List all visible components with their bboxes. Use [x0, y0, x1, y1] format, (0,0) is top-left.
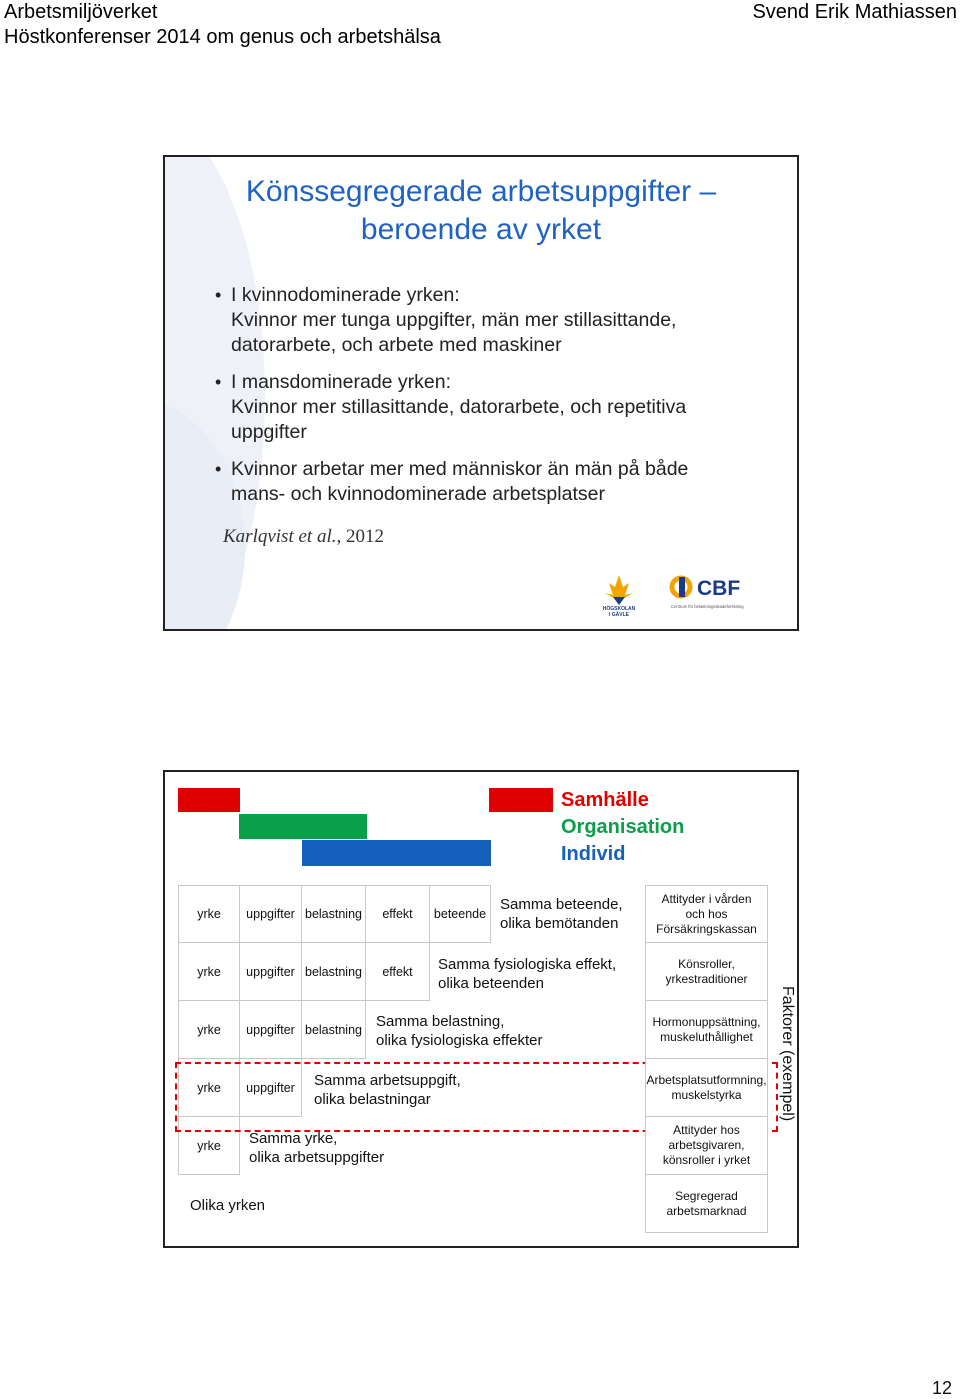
red-bar: [489, 788, 553, 812]
statement-line: Samma yrke,: [249, 1130, 338, 1147]
legend-samhalle: Samhälle: [561, 789, 649, 811]
bullet-line: Kvinnor mer tunga uppgifter, män mer stillasittande,: [231, 309, 677, 331]
bullet-line: • I kvinnodominerade yrken:: [231, 284, 460, 306]
header-conference: Höstkonferenser 2014 om genus och arbetshälsa: [4, 26, 441, 48]
cell-uppgifter: uppgifter: [239, 1000, 302, 1059]
cell-yrke: yrke: [178, 885, 240, 943]
statement: [314, 1071, 461, 1109]
slide-title: [165, 173, 797, 249]
factor-line: Försäkringskassan: [656, 921, 757, 936]
factor-line: Attityder i vården: [661, 891, 752, 906]
title-line: Könssegregerade arbetsuppgifter –: [245, 175, 717, 208]
cell-belastning: belastning: [301, 885, 366, 943]
cell-belastning: belastning: [301, 1000, 366, 1059]
statement: [249, 1129, 384, 1167]
factor-line: könsroller i yrket: [662, 1153, 751, 1167]
bullet-line: datorarbete, och arbete med maskiner: [231, 334, 562, 356]
header-author: Svend Erik Mathiassen: [752, 1, 957, 23]
factor-line: Hormonuppsättning,: [652, 1014, 761, 1029]
statement: [190, 1196, 265, 1215]
statement-line: olika arbetsuppgifter: [249, 1149, 385, 1166]
legend-individ: Individ: [561, 843, 626, 865]
bullet-line: mans- och kvinnodominerade arbetsplatser: [231, 483, 605, 505]
bullet-line: uppgifter: [231, 421, 307, 443]
factor-line: Segregerad: [675, 1188, 738, 1203]
logo-text: CBF: [697, 577, 741, 600]
citation: [223, 526, 384, 548]
cell-effekt: effekt: [365, 942, 430, 1001]
factors-label-text: Faktorer (exempel): [779, 986, 796, 1122]
statement: [376, 1012, 542, 1050]
factor-line: arbetsmarknad: [666, 1203, 747, 1218]
factor-line: muskeluthållighet: [660, 1029, 753, 1044]
logo-text: I GÄVLE: [608, 612, 630, 617]
factor-box: [645, 1000, 768, 1059]
header-org: Arbetsmiljöverket: [4, 1, 158, 23]
logo-subtext: Centrum för belastningsskadeforskning: [671, 604, 744, 609]
factor-box: [645, 1174, 768, 1233]
statement: [438, 955, 616, 993]
cell-yrke: yrke: [178, 1000, 240, 1059]
statement: [500, 895, 623, 933]
cell-yrke: yrke: [178, 942, 240, 1001]
factor-line: och hos: [685, 906, 728, 921]
bullet-line: • I mansdominerade yrken:: [231, 371, 452, 393]
cell-yrke: yrke: [178, 1058, 240, 1117]
cell-yrke: yrke: [178, 1116, 240, 1175]
red-bar: [178, 788, 240, 812]
factor-box: [645, 1058, 768, 1117]
factors-vertical-label: [776, 986, 796, 1136]
page-number: 12: [931, 1378, 952, 1398]
factor-box: [645, 1116, 768, 1175]
cell-beteende: beteende: [429, 885, 491, 943]
hogskolan-gavle-logo: [595, 573, 643, 617]
factor-box: [645, 885, 768, 943]
title-line: beroende av yrket: [360, 213, 602, 246]
green-bar: [239, 814, 367, 839]
cell-uppgifter: uppgifter: [239, 942, 302, 1001]
factor-line: Attityder hos: [673, 1123, 740, 1137]
factor-line: muskelstyrka: [671, 1087, 742, 1102]
citation-year: , 2012: [336, 526, 384, 547]
statement-line: olika bemötanden: [500, 915, 619, 932]
statement-line: Samma belastning,: [376, 1013, 505, 1030]
bullet-line: Kvinnor mer stillasittande, datorarbete, och repetitiva: [231, 396, 687, 418]
statement-line: Samma fysiologiska effekt,: [438, 956, 617, 973]
statement-line: Olika yrken: [190, 1197, 266, 1214]
cell-uppgifter: uppgifter: [239, 1058, 302, 1117]
slide-2: [163, 770, 799, 1248]
slide-1: [163, 155, 799, 631]
bullet-line: • Kvinnor arbetar mer med människor än män på både: [231, 458, 689, 480]
factor-line: Arbetsplatsutformning,: [646, 1072, 767, 1087]
bullet-item: [205, 457, 765, 507]
citation-authors: Karlqvist et al.: [223, 526, 337, 547]
bullet-item: [205, 283, 765, 358]
cbf-logo: [669, 573, 761, 613]
blue-bar: [302, 840, 491, 866]
bullet-list: [205, 283, 765, 519]
statement-line: olika beteenden: [438, 975, 544, 992]
factor-line: Könsroller,: [678, 956, 735, 971]
legend-organisation: Organisation: [561, 816, 685, 838]
statement-line: Samma beteende,: [500, 896, 623, 913]
bullet-item: [205, 370, 765, 445]
cell-effekt: effekt: [365, 885, 430, 943]
factor-line: yrkestraditioner: [665, 971, 748, 986]
statement-line: olika belastningar: [314, 1091, 431, 1108]
statement-line: Samma arbetsuppgift,: [314, 1072, 461, 1089]
factor-box: [645, 942, 768, 1001]
cell-uppgifter: uppgifter: [239, 885, 302, 943]
cell-belastning: belastning: [301, 942, 366, 1001]
logo-text: HÖGSKOLAN: [602, 606, 636, 612]
factor-line: arbetsgivaren,: [668, 1138, 745, 1152]
statement-line: olika fysiologiska effekter: [376, 1032, 543, 1049]
